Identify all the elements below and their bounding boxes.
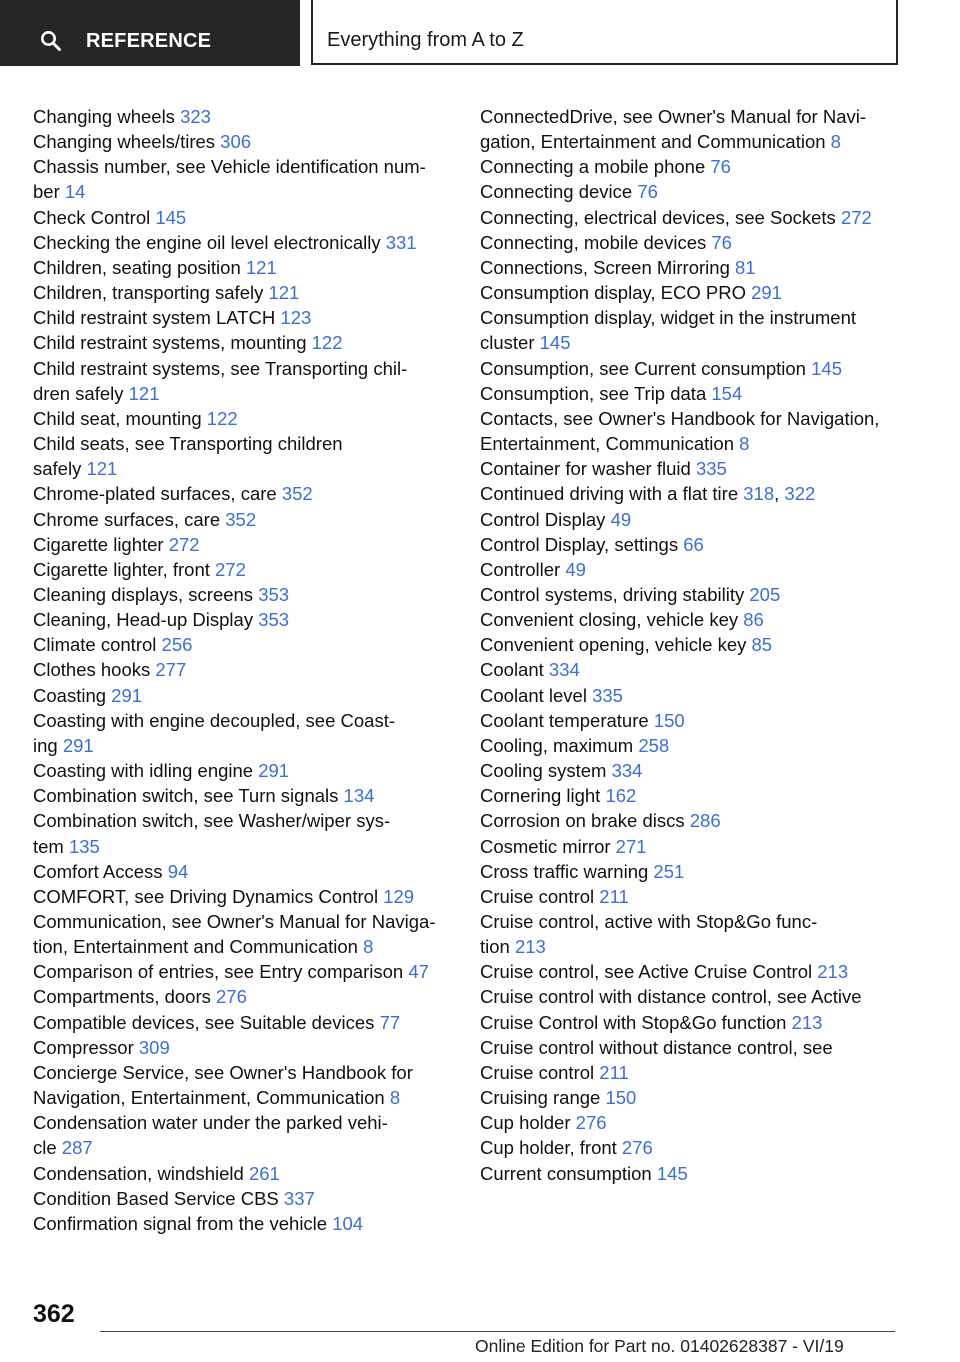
page-link[interactable]: 129: [383, 885, 415, 907]
index-entry-text: Comparison of entries, see Entry comparison: [33, 961, 404, 983]
index-entry-text: Cruise control: [480, 885, 595, 907]
index-entry-text: Container for washer fluid: [480, 458, 691, 480]
page-link[interactable]: 66: [683, 533, 704, 555]
index-entry-text: Current consumption: [480, 1162, 652, 1184]
index-entry: [480, 1085, 900, 1110]
index-entry-text: Cruise control without distance control, see: [480, 1036, 833, 1058]
index-entry-text: Controller: [480, 558, 561, 580]
page-link[interactable]: 322: [784, 483, 816, 505]
page-link[interactable]: 145: [539, 332, 571, 354]
index-entry: [33, 205, 453, 230]
page-link[interactable]: 276: [621, 1137, 653, 1159]
reference-tab[interactable]: [0, 0, 300, 66]
index-entry: [480, 909, 900, 959]
page-link[interactable]: 318: [743, 483, 775, 505]
index-entry: [33, 154, 453, 204]
index-entry: [33, 884, 453, 909]
index-entry: [33, 481, 453, 506]
index-entry-text: Changing wheels/tires: [33, 131, 216, 153]
page-link[interactable]: 272: [215, 558, 246, 580]
index-entry-text: ConnectedDrive, see Owner's Manual for Navi-: [480, 106, 867, 127]
page-link[interactable]: 251: [653, 860, 685, 882]
index-entry-text: Corrosion on brake discs: [480, 810, 685, 832]
page-link[interactable]: 291: [111, 684, 143, 706]
index-entry-text: Children, seating position: [33, 256, 241, 278]
page-link[interactable]: 335: [695, 458, 727, 480]
page-link[interactable]: 331: [385, 231, 417, 253]
index-entry-text: Control Display, settings: [480, 533, 679, 555]
page-link[interactable]: 49: [610, 508, 632, 530]
index-entry-text: Coasting with engine decoupled, see Coast-: [33, 709, 396, 731]
index-entry-text: Cooling system: [480, 760, 607, 782]
index-entry-continuation: [33, 1085, 453, 1110]
index-entry: [480, 557, 900, 582]
index-entry: [480, 154, 900, 179]
index-entry-text: Compatible devices, see Suitable devices: [33, 1011, 375, 1033]
index-entry: [480, 632, 900, 657]
page-link[interactable]: 8: [830, 131, 841, 153]
index-entry-text: Convenient closing, vehicle key: [480, 609, 739, 631]
index-entry-text: Climate control: [33, 634, 157, 656]
page-link[interactable]: 272: [840, 206, 872, 228]
index-entry: [33, 632, 453, 657]
index-entry: [480, 708, 900, 733]
page-link[interactable]: 205: [749, 583, 781, 605]
index-entry-text: Child restraint systems, mounting: [33, 332, 307, 354]
page-link[interactable]: 122: [311, 332, 343, 354]
index-entry-text: Child restraint systems, see Transporting chil-: [33, 357, 408, 379]
index-entry-continuation: [33, 733, 453, 758]
index-entry: [33, 582, 453, 607]
footer-divider: [100, 1331, 895, 1332]
index-entry: [480, 984, 900, 1034]
index-entry-text: Child restraint system LATCH: [33, 307, 276, 329]
index-entry: [33, 708, 453, 758]
index-entry-text: Chrome-plated surfaces, care: [33, 483, 277, 505]
index-entry: [480, 683, 900, 708]
index-entry: [33, 607, 453, 632]
index-entry-continuation: [33, 179, 453, 204]
page-link[interactable]: 352: [225, 508, 257, 530]
index-entry-text: Coolant: [480, 659, 544, 681]
index-entry-text: Connecting, mobile devices: [480, 231, 707, 253]
page-link[interactable]: 276: [575, 1112, 607, 1134]
page-link[interactable]: 323: [180, 106, 211, 127]
index-entry-text: Consumption, see Trip data: [480, 382, 707, 404]
index-entry-text-continued: Entertainment, Communication: [480, 433, 734, 455]
index-entry: [480, 657, 900, 682]
index-entry: [480, 733, 900, 758]
index-entry-text: Cruising range: [480, 1087, 601, 1109]
page-link[interactable]: 8: [739, 433, 750, 455]
index-entry: [33, 129, 453, 154]
index-entry-text: Coasting: [33, 684, 107, 706]
index-entry-text: Convenient opening, vehicle key: [480, 634, 747, 656]
chapter-title: Everything from A to Z: [327, 29, 524, 51]
index-entry: [480, 859, 900, 884]
chapter-title-box: [311, 0, 898, 65]
page-link[interactable]: 145: [656, 1162, 688, 1184]
page-link[interactable]: 258: [638, 734, 670, 756]
index-entry: [33, 683, 453, 708]
index-entry-continuation: [480, 1060, 900, 1085]
index-entry: [480, 255, 900, 280]
search-icon[interactable]: [40, 30, 62, 52]
index-entry: [480, 104, 900, 154]
index-entry: [480, 607, 900, 632]
page-link[interactable]: 77: [379, 1011, 401, 1033]
index-entry: [480, 1110, 900, 1135]
page-number: 362: [33, 1300, 75, 1328]
index-entry: [33, 959, 453, 984]
page-link[interactable]: 211: [599, 885, 629, 907]
index-entry-text-continued: gation, Entertainment and Communication: [480, 131, 826, 153]
index-entry-continuation: [33, 834, 453, 859]
index-entry: [480, 406, 900, 456]
index-entry: [33, 657, 453, 682]
index-entry-text: Cigarette lighter, front: [33, 558, 210, 580]
index-entry: [33, 507, 453, 532]
index-entry-text: Cigarette lighter: [33, 533, 164, 555]
page-link[interactable]: 47: [408, 961, 429, 983]
page-link[interactable]: 256: [161, 634, 193, 656]
page-link[interactable]: 8: [363, 936, 374, 958]
index-entry-text: Comfort Access: [33, 860, 163, 882]
index-entry-text-continued: dren safely: [33, 382, 124, 404]
page-link[interactable]: 14: [64, 181, 86, 203]
index-entry-text: Consumption, see Current consumption: [480, 357, 806, 379]
index-entry-continuation: [33, 934, 453, 959]
index-entry: [480, 305, 900, 355]
page-link[interactable]: 353: [258, 609, 290, 631]
page-link[interactable]: 49: [565, 558, 586, 580]
index-entry-text: Cosmetic mirror: [480, 835, 611, 857]
page-link[interactable]: 145: [155, 206, 187, 228]
index-entry: [480, 1135, 900, 1160]
index-entry-text-continued: tem: [33, 835, 64, 857]
index-entry: [480, 1161, 900, 1186]
index-entry: [33, 104, 453, 129]
index-entry-text-continued: cle: [33, 1137, 57, 1159]
index-entry: [480, 884, 900, 909]
index-entry-continuation: [480, 330, 900, 355]
index-entry: [480, 808, 900, 833]
page-link[interactable]: 352: [281, 483, 313, 505]
index-entry-text-continued: safely: [33, 458, 82, 480]
page-link[interactable]: 213: [791, 1011, 823, 1033]
page-header: [0, 0, 960, 66]
page-link[interactable]: 76: [637, 181, 658, 203]
index-entry: [33, 1186, 453, 1211]
index-entry: [480, 582, 900, 607]
page-link[interactable]: 276: [216, 986, 247, 1008]
page-link[interactable]: 213: [817, 961, 849, 983]
index-entry-text: Child seats, see Transporting children: [33, 433, 343, 455]
page-link[interactable]: 121: [268, 282, 300, 304]
edition-text: Online Edition for Part no. 01402628387 - VI/19: [475, 1336, 844, 1356]
index-entry-text: Chassis number, see Vehicle identification num-: [33, 156, 426, 178]
page-link[interactable]: 150: [653, 709, 685, 731]
page-link[interactable]: 94: [167, 860, 189, 882]
page-link[interactable]: 86: [743, 609, 764, 631]
page-link[interactable]: 306: [220, 131, 252, 153]
index-entry: [33, 280, 453, 305]
index-entry-text-continued: tion: [480, 936, 510, 958]
index-entry-text: Communication, see Owner's Manual for Naviga-: [33, 911, 436, 932]
index-entry-text: Cornering light: [480, 785, 601, 807]
index-entry-text: Cruise control with distance control, see Active: [480, 986, 862, 1008]
page-link[interactable]: 121: [128, 382, 160, 404]
index-entry-continuation: [480, 129, 900, 154]
index-entry-continuation: [33, 456, 453, 481]
page-link[interactable]: 353: [258, 583, 290, 605]
index-entry-text: Cup holder, front: [480, 1137, 617, 1159]
index-entry-text: Condensation, windshield: [33, 1162, 244, 1184]
index-entry: [480, 456, 900, 481]
index-entry-text: Continued driving with a flat tire: [480, 483, 739, 505]
index-entry: [480, 205, 900, 230]
index-entry: [480, 230, 900, 255]
page-link[interactable]: 291: [62, 734, 94, 756]
index-entry-text: Combination switch, see Washer/wiper sys-: [33, 810, 391, 832]
page-link[interactable]: 277: [155, 659, 187, 681]
index-entry-text: Connecting a mobile phone: [480, 156, 706, 178]
index-entry-text: Coasting with idling engine: [33, 760, 254, 782]
index-entry: [480, 507, 900, 532]
index-entry-text: Condensation water under the parked vehi-: [33, 1112, 388, 1134]
index-entry: [480, 280, 900, 305]
page-link[interactable]: 122: [206, 407, 238, 429]
page-link[interactable]: 271: [615, 835, 647, 857]
index-entry: [33, 808, 453, 858]
page-link[interactable]: 104: [332, 1212, 364, 1234]
index-entry: [33, 255, 453, 280]
page-link[interactable]: 121: [86, 458, 118, 480]
index-entry-text-continued: Cruise Control with Stop&Go function: [480, 1011, 787, 1033]
index-entry: [480, 959, 900, 984]
index-entry-text: Chrome surfaces, care: [33, 508, 221, 530]
index-entry-text: Cup holder: [480, 1112, 571, 1134]
index-entry-text: Coolant temperature: [480, 709, 649, 731]
index-entry-text: Connecting device: [480, 181, 633, 203]
index-entry-text: Compartments, doors: [33, 986, 211, 1008]
page-link[interactable]: 135: [68, 835, 100, 857]
index-entry-text: Consumption display, ECO PRO: [480, 282, 746, 304]
index-entry: [480, 179, 900, 204]
page-link[interactable]: 211: [599, 1061, 629, 1083]
index-entry: [33, 1110, 453, 1160]
page-link[interactable]: 287: [61, 1137, 93, 1159]
index-entry-text: Consumption display, widget in the instrument: [480, 307, 857, 329]
index-entry-text: Concierge Service, see Owner's Handbook for: [33, 1061, 413, 1083]
index-entry: [33, 1010, 453, 1035]
index-entry-text: Cruise control, see Active Cruise Control: [480, 961, 813, 983]
page-link[interactable]: 8: [389, 1087, 401, 1109]
index-entry-text-continued: ber: [33, 181, 60, 203]
page-link[interactable]: 150: [605, 1087, 637, 1109]
index-entry: [33, 1161, 453, 1186]
index-entry-continuation: [33, 381, 453, 406]
page-link[interactable]: 134: [343, 785, 375, 807]
index-entry: [33, 330, 453, 355]
page-link[interactable]: 76: [710, 156, 731, 178]
index-entry-text: Changing wheels: [33, 106, 175, 127]
page-link[interactable]: 123: [280, 307, 312, 329]
index-entry: [33, 1211, 453, 1236]
index-entry: [33, 557, 453, 582]
page-link[interactable]: 121: [245, 256, 277, 278]
index-entry-text: Children, transporting safely: [33, 282, 264, 304]
page-link[interactable]: 291: [258, 760, 290, 782]
index-entry: Continued driving with a flat tire 318, 322: [480, 483, 816, 505]
index-entry-continuation: [33, 1135, 453, 1160]
page-link[interactable]: 261: [248, 1162, 280, 1184]
page-link[interactable]: 154: [711, 382, 743, 404]
index-entry: [480, 783, 900, 808]
page-link[interactable]: 334: [548, 659, 580, 681]
reference-label: REFERENCE: [86, 30, 212, 52]
index-entry: [33, 859, 453, 884]
page-link[interactable]: 309: [138, 1036, 170, 1058]
index-entry: [33, 230, 453, 255]
index-entry: [33, 758, 453, 783]
index-entry-text: Control Display: [480, 508, 606, 530]
page-link[interactable]: 286: [689, 810, 721, 832]
index-entry-text: Cleaning, Head-up Display: [33, 609, 254, 631]
page-link[interactable]: 85: [751, 634, 773, 656]
index-entry-text: Child seat, mounting: [33, 407, 202, 429]
page-link[interactable]: 162: [605, 785, 637, 807]
index-entry: [33, 909, 453, 959]
index-entry: [33, 305, 453, 330]
page-link[interactable]: 291: [751, 282, 782, 304]
index-entry-text: COMFORT, see Driving Dynamics Control: [33, 885, 379, 907]
page-link[interactable]: 272: [168, 533, 200, 555]
page-link[interactable]: 81: [735, 256, 756, 278]
index-entry-text: Cruise control, active with Stop&Go func-: [480, 911, 818, 932]
index-entry-text: Contacts, see Owner's Handbook for Navigation,: [480, 407, 880, 429]
index-entry-text: Condition Based Service CBS: [33, 1187, 279, 1209]
index-entry: [33, 431, 453, 481]
index-entry: [480, 532, 900, 557]
index-entry: [480, 381, 900, 406]
index-entry-text: Cross traffic warning: [480, 860, 649, 882]
index-entry: [33, 532, 453, 557]
index-column-right: [480, 104, 900, 1186]
index-entry: [33, 783, 453, 808]
index-entry-text: Connections, Screen Mirroring: [480, 256, 730, 278]
index-entry-text: Checking the engine oil level electronically: [33, 231, 381, 253]
index-entry-text-continued: Cruise control: [480, 1061, 595, 1083]
page-link[interactable]: 335: [592, 684, 623, 706]
index-entry-text: Clothes hooks: [33, 659, 151, 681]
index-entry-text: Connecting, electrical devices, see Sockets: [480, 206, 836, 228]
index-entry: [33, 1035, 453, 1060]
index-entry-text: Coolant level: [480, 684, 587, 706]
page-link[interactable]: 213: [514, 936, 546, 958]
index-entry-continuation: [480, 431, 900, 456]
page-link[interactable]: 337: [283, 1187, 315, 1209]
index-entry: [480, 758, 900, 783]
index-entry-text: Combination switch, see Turn signals: [33, 785, 339, 807]
index-entry: [33, 1060, 453, 1110]
index-column-left: [33, 104, 453, 1236]
index-entry-continuation: [480, 934, 900, 959]
index-entry: [33, 406, 453, 431]
index-entry: [480, 834, 900, 859]
index-entry-text-continued: ing: [33, 734, 58, 756]
page-link[interactable]: 145: [811, 357, 842, 379]
page-link[interactable]: 76: [711, 231, 732, 253]
index-entry-text-continued: Navigation, Entertainment, Communication: [33, 1087, 385, 1109]
index-entry: [480, 356, 900, 381]
index-entry: [480, 1035, 900, 1085]
index-entry: [33, 356, 453, 406]
index-entry-text-continued: cluster: [480, 332, 535, 354]
index-entry-text: Confirmation signal from the vehicle: [33, 1212, 328, 1234]
index-entry-text: Cleaning displays, screens: [33, 583, 254, 605]
index-entry-text: Cooling, maximum: [480, 734, 634, 756]
index-entry-text-continued: tion, Entertainment and Communication: [33, 936, 358, 958]
page-link[interactable]: 334: [611, 760, 643, 782]
index-entry-continuation: [480, 1010, 900, 1035]
index-entry-text: Control systems, driving stability: [480, 583, 745, 605]
index-entry-text: Check Control: [33, 206, 151, 228]
index-entry: [33, 984, 453, 1009]
index-entry-text: Compressor: [33, 1036, 134, 1058]
